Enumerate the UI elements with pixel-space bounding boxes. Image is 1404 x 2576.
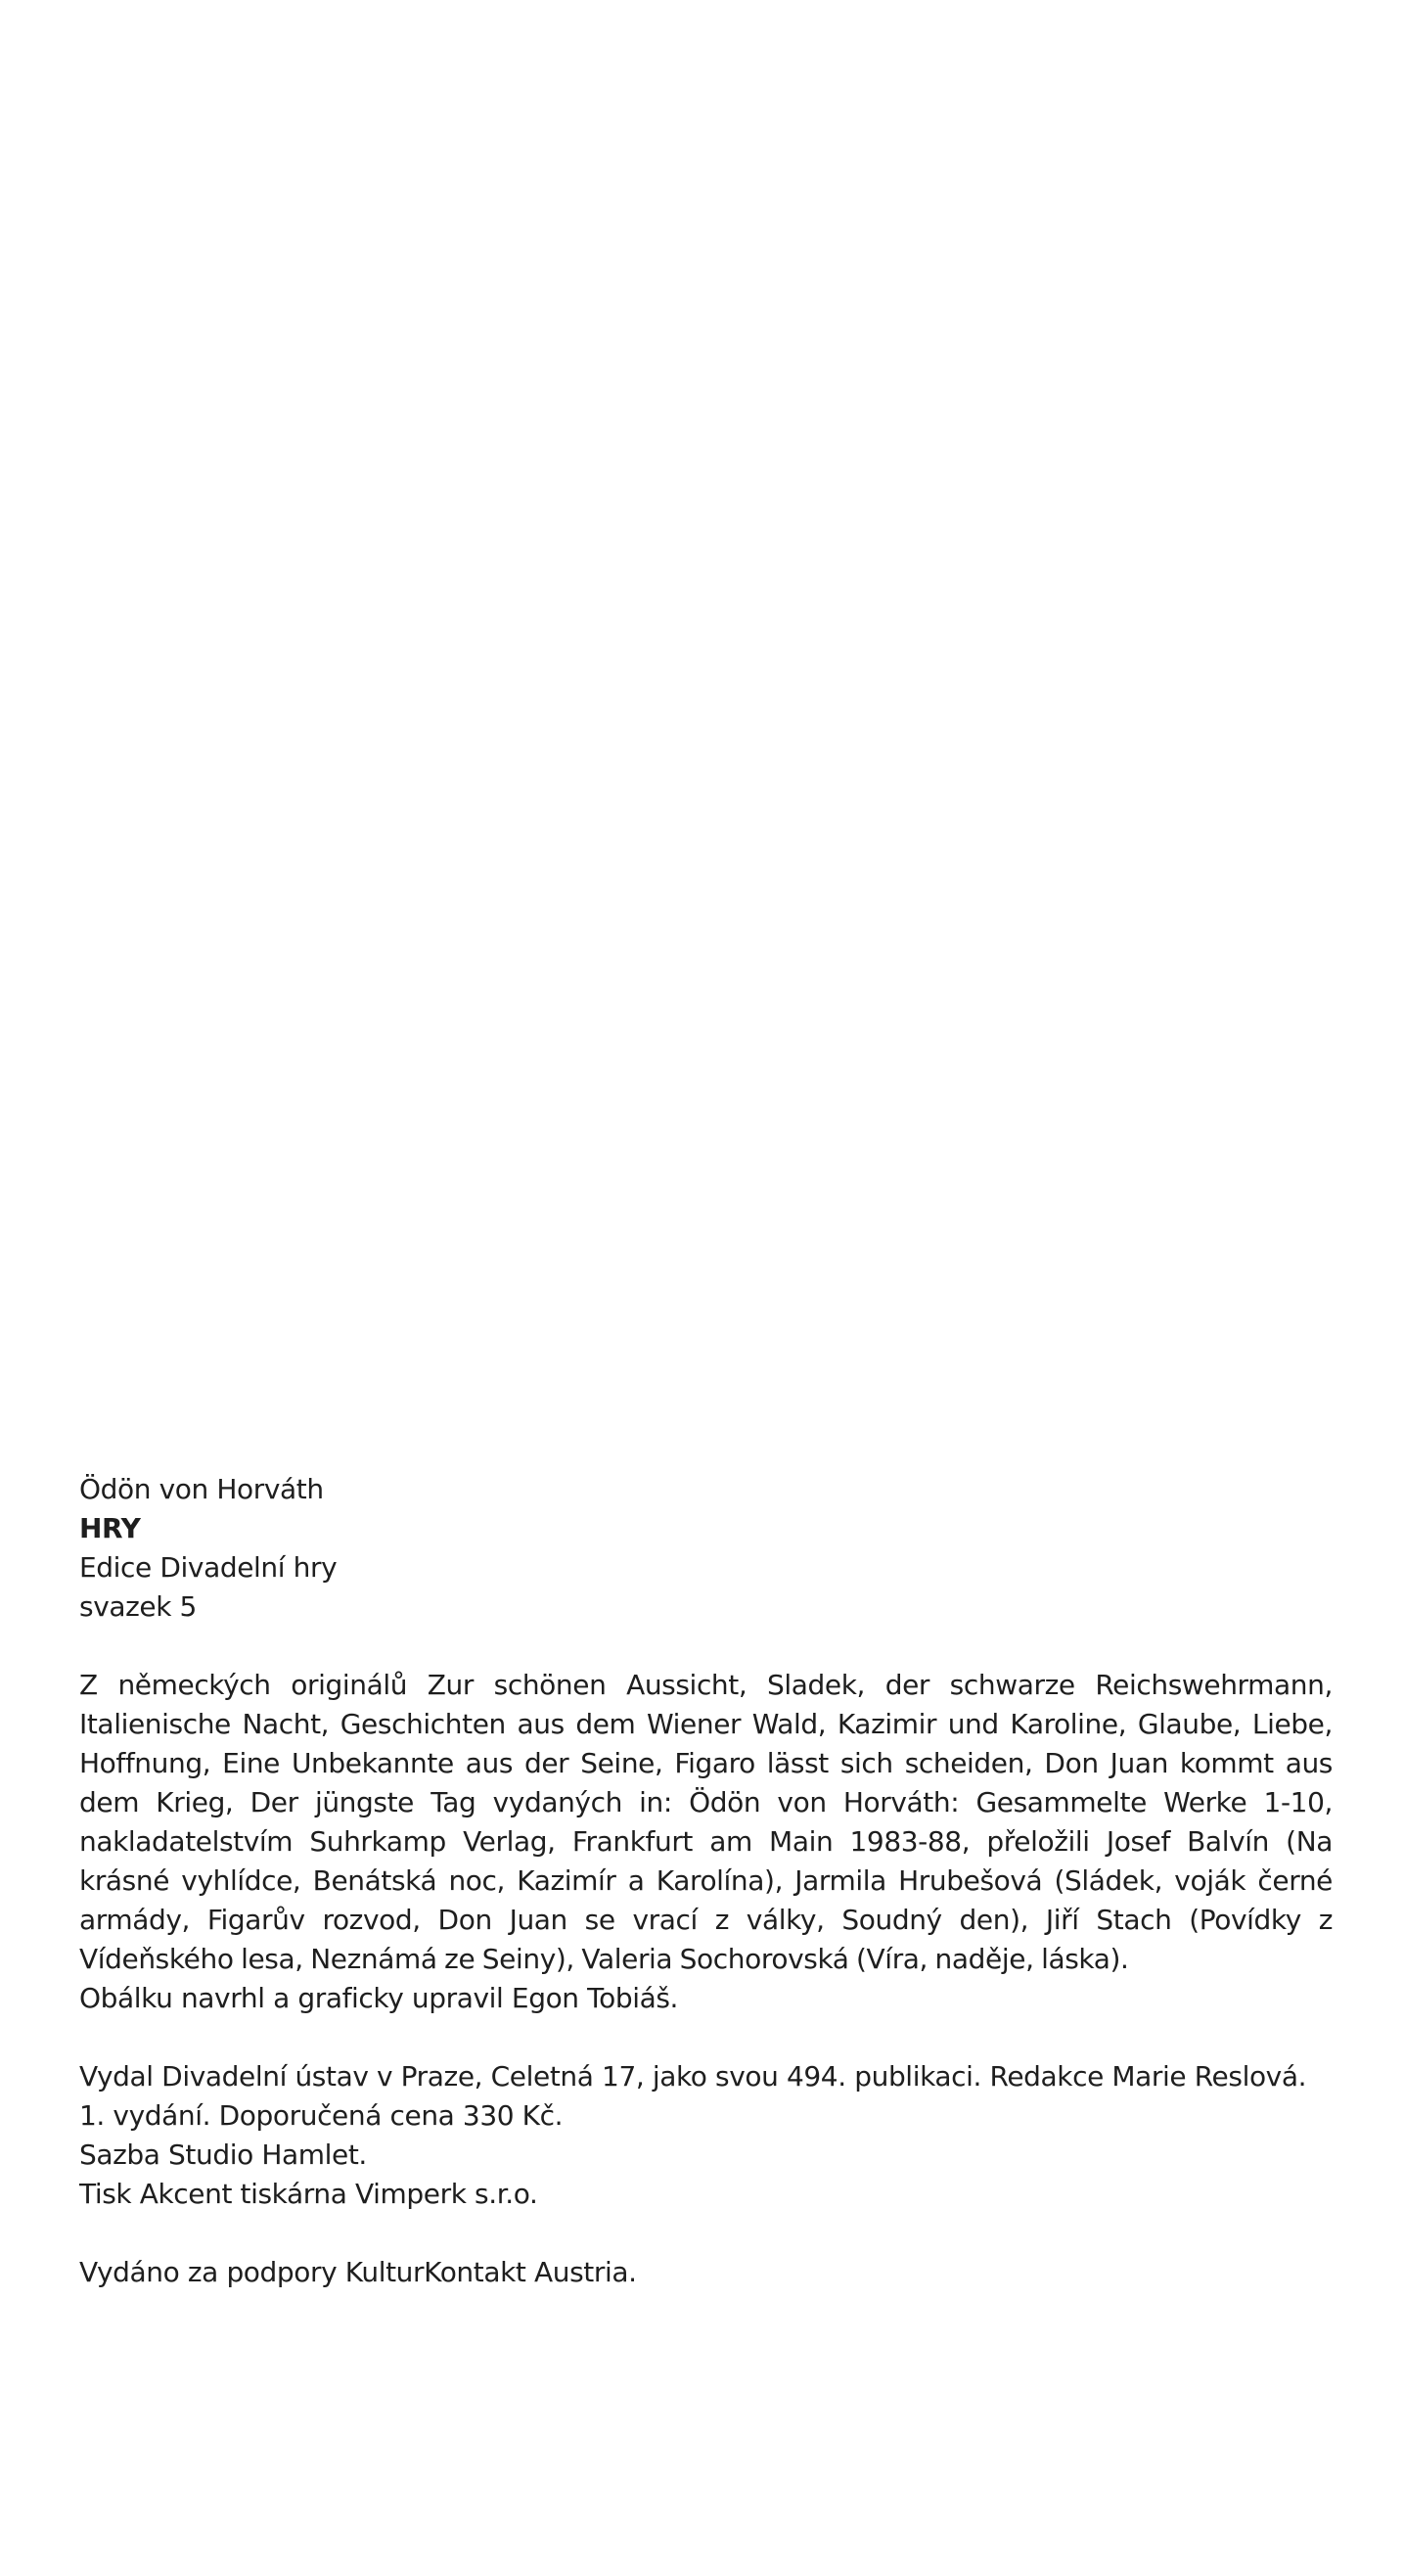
typesetting-line: Sazba Studio Hamlet. xyxy=(79,2139,367,2171)
spacer xyxy=(79,2214,1333,2253)
colophon xyxy=(79,1470,1333,2292)
edition-price-line: 1. vydání. Doporučená cena 330 Kč. xyxy=(79,2099,564,2132)
spacer xyxy=(79,2018,1333,2057)
spacer xyxy=(79,1627,1333,1666)
volume-number: svazek 5 xyxy=(79,1590,197,1623)
printing-line: Tisk Akcent tiskárna Vimperk s.r.o. xyxy=(79,2178,538,2210)
translation-note: Z německých originálů Zur schönen Aussicht, Sladek, der schwarze Reichswehrmann, Italienische Nacht, Geschichten aus dem Wiener Wald, Kazimir und Karoline, Glaube, Liebe, Hoffnung, Eine Unbekannte aus der Seine, Figaro lässt sich scheiden, Don Juan kommt aus dem Krieg, Der jüngste Tag vydaných in: Ödön von Horváth: Gesammelte Werke 1-10, nakladatelstvím Suhrkamp Verlag, Frankfurt am Main 1983-88, přeložili Josef Balvín (Na krásné vyhlídce, Benátská noc, Kazimír a Karolína), Jarmila Hrubešová (Sládek, voják černé armády, Figarův rozvod, Don Juan se vrací z války, Soudný den), Jiří Stach (Povídky z Vídeňského lesa, Neznámá ze Seiny), Valeria Sochorovská (Víra, naděje, láska). xyxy=(79,1669,1333,1975)
cover-note: Obálku navrhl a graficky upravil Egon Tobiáš. xyxy=(79,1982,679,2014)
publisher-line: Vydal Divadelní ústav v Praze, Celetná 17, jako svou 494. publikaci. Redakce Marie Reslová. xyxy=(79,2060,1307,2093)
author-name: Ödön von Horváth xyxy=(79,1473,324,1505)
support-note: Vydáno za podpory KulturKontakt Austria. xyxy=(79,2256,637,2288)
edition-name: Edice Divadelní hry xyxy=(79,1551,338,1584)
book-title: HRY xyxy=(79,1512,141,1544)
